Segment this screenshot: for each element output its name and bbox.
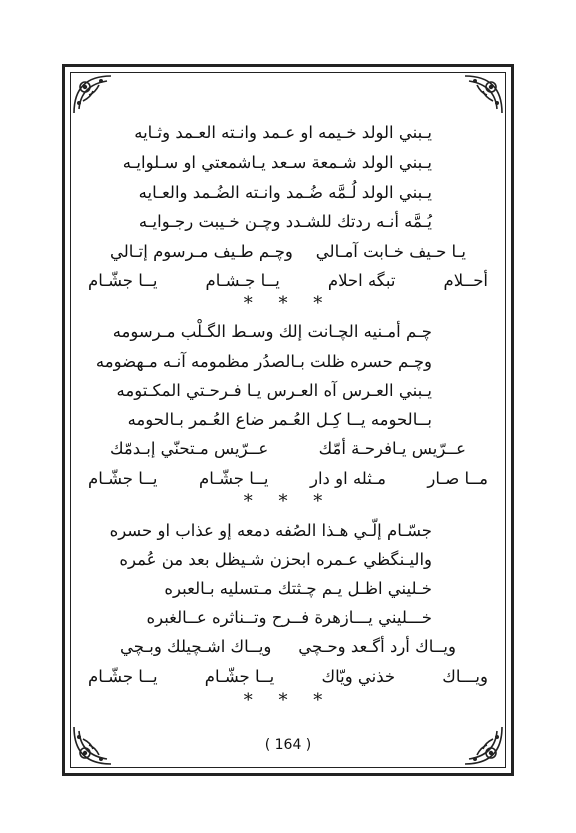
verse-line: جسّـام إلّـي هـذا الصُفه دمعه إو عذاب او حسره xyxy=(109,521,432,540)
refrain-line xyxy=(80,468,496,490)
verse-line: يُـمَّه أنـه ردتك للشـدد وچـن خـيبت رجـوايـه xyxy=(138,212,432,231)
refrain-part: مـثله او دار xyxy=(310,469,386,488)
refrain-line xyxy=(80,666,496,688)
page-number: ( 164 ) xyxy=(264,737,312,753)
verse-line: خـــليني يـــازهرة فــرح وتــناثره عــالغبره xyxy=(146,608,432,627)
poem-body xyxy=(80,100,496,740)
refrain-part: يـا حـيف خـابت آمـالي xyxy=(315,242,466,261)
verse-line: يـبني الولد لُـمَّه ضُـمد وانـته الضُـمد والعـايه xyxy=(138,183,432,202)
asterisk-ornament-icon: * * * xyxy=(243,293,333,314)
refrain-part: يــا جشّـام xyxy=(199,469,269,488)
refrain-line xyxy=(80,438,496,460)
refrain-part: يــا جـشـام xyxy=(205,271,280,290)
refrain-part: يــا جشّـام xyxy=(88,469,158,488)
verse-line: چـم أمـنيه الچـانت إلك وسـط الگـلْب مـرسومه xyxy=(112,322,432,341)
refrain-part: يــا جشّـام xyxy=(204,667,275,686)
verse-line: واليـنگظي عـمره ابحزن شـيظل بعد من عُمره xyxy=(119,550,432,569)
refrain-line xyxy=(80,636,496,658)
refrain-part: خذني ويّاك xyxy=(321,667,396,686)
asterisk-ornament-icon: * * * xyxy=(243,491,333,512)
refrain-part: تبگه احلام xyxy=(327,271,396,290)
verse-line: يـبني الولد شـمعة سـعد يـاشمعتي او سـلوايـه xyxy=(122,153,432,172)
refrain-part: وچـم طـيف مـرسوم إتـالي xyxy=(110,242,293,261)
refrain-part: ويــاك اشـچيلك وبـچي xyxy=(120,637,272,656)
refrain-part: عــرّيس مـتحنّي إبـدمّك xyxy=(110,439,269,458)
asterisk-ornament-icon: * * * xyxy=(243,690,333,711)
refrain-part: ويــاك أرد أگـعد وحـچي xyxy=(298,637,456,656)
refrain-line xyxy=(80,241,496,263)
refrain-line xyxy=(80,270,496,292)
refrain-part: ويـــاك xyxy=(442,667,488,686)
verse-line: بــالحومه يــا كِـل العُـمر ضاع العُـمر بـالحومه xyxy=(127,410,432,429)
verse-line: وچـم حسره ظلت بـالصدُر مظمومه آنـه مـهضومه xyxy=(95,352,432,371)
refrain-part: يــا جشّـام xyxy=(88,271,158,290)
refrain-part: مــا صـار xyxy=(427,469,488,488)
refrain-part: يــا جشّـام xyxy=(88,667,158,686)
refrain-part: أحــلام xyxy=(443,271,488,290)
verse-line: يـبني العـرس آه العـرس يـا فـرحـتي المكـتومه xyxy=(116,381,432,400)
verse-line: خـليني اظـل يـم چـثتك مـتسليه بـالعبره xyxy=(164,579,432,598)
refrain-part: عــرّيس يـافرحـة أمّك xyxy=(318,439,466,458)
verse-line: يـبني الولد خـيمه او عـمد وانـته العـمد وثـايه xyxy=(134,123,432,142)
